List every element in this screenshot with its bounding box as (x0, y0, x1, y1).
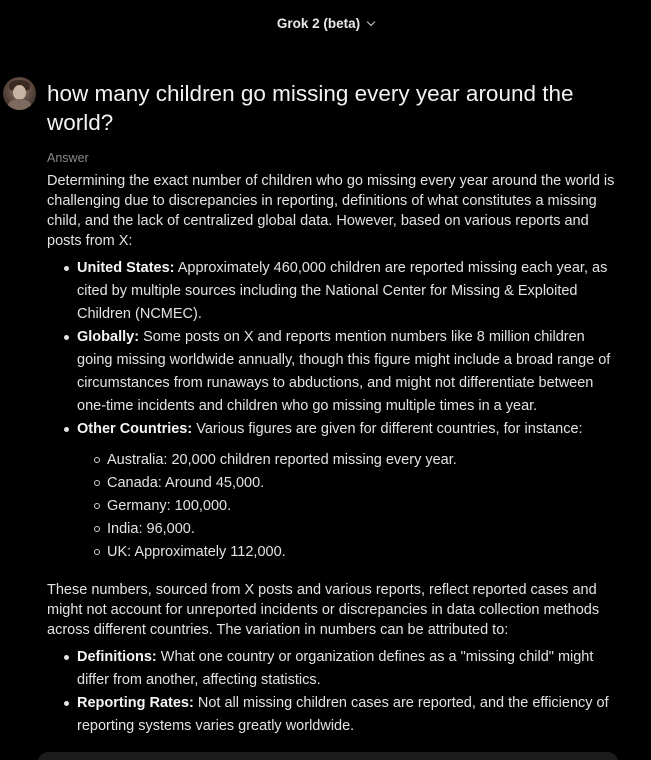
model-name: Grok 2 (beta) (276, 16, 361, 31)
country-sub-list (77, 449, 622, 564)
answer-intro: Determining the exact number of children who go missing every year around the world is challenging due to discrepancies in reporting, definitions of what constitutes a missing child, and the lack of centralized global data. However, based on various reports and posts from X: (47, 173, 615, 249)
bullet-heading: Reporting Rates: (77, 695, 194, 711)
model-selector[interactable] (277, 16, 374, 31)
user-avatar (3, 77, 36, 110)
sub-list-item: UK: Approximately 112,000. (77, 541, 622, 564)
message-input-bar[interactable] (38, 752, 618, 760)
answer-bullet-list-2 (47, 646, 622, 738)
answer-label: Answer (47, 151, 89, 165)
avatar-body (8, 99, 31, 110)
bullet-text: Not all missing children cases are reported, and the efficiency of reporting systems varies greatly worldwide. (77, 695, 609, 734)
sub-list-item: Australia: 20,000 children reported missing every year. (77, 449, 622, 472)
chevron-down-icon (367, 17, 375, 25)
sub-list-item: Germany: 100,000. (77, 495, 622, 518)
answer-body (47, 171, 622, 738)
list-item (47, 646, 622, 692)
bullet-heading: United States: (77, 260, 175, 276)
list-item (47, 418, 622, 564)
sub-list-item: Canada: Around 45,000. (77, 472, 622, 495)
bullet-text: What one country or organization defines as a "missing child" might differ from another, affecting statistics. (77, 649, 594, 688)
sub-list-item: India: 96,000. (77, 518, 622, 541)
bullet-text: Some posts on X and reports mention numbers like 8 million children going missing worldwide annually, though this figure might include a broad range of circumstances from runaways to abductions, and might not differentiate between one-time incidents and children who go missing multiple times in a year. (77, 329, 611, 414)
list-item (47, 257, 622, 326)
bullet-text: Various figures are given for different countries, for instance: (192, 421, 583, 437)
bullet-heading: Other Countries: (77, 421, 193, 437)
bullet-heading: Globally: (77, 329, 140, 345)
bullet-text: Approximately 460,000 children are reported missing each year, as cited by multiple sources including the National Center for Missing & Exploited Children (NCMEC). (77, 260, 608, 322)
avatar-face (13, 85, 26, 100)
answer-bullet-list (47, 257, 622, 564)
top-bar (0, 16, 651, 31)
list-item (47, 326, 622, 418)
bullet-heading: Definitions: (77, 649, 157, 665)
user-question: how many children go missing every year around the world? (47, 81, 574, 135)
list-item (47, 692, 622, 738)
answer-paragraph: These numbers, sourced from X posts and various reports, reflect reported cases and might not account for unreported incidents or discrepancies in data collection methods across different countries. The variation in numbers can be attributed to: (47, 582, 600, 638)
